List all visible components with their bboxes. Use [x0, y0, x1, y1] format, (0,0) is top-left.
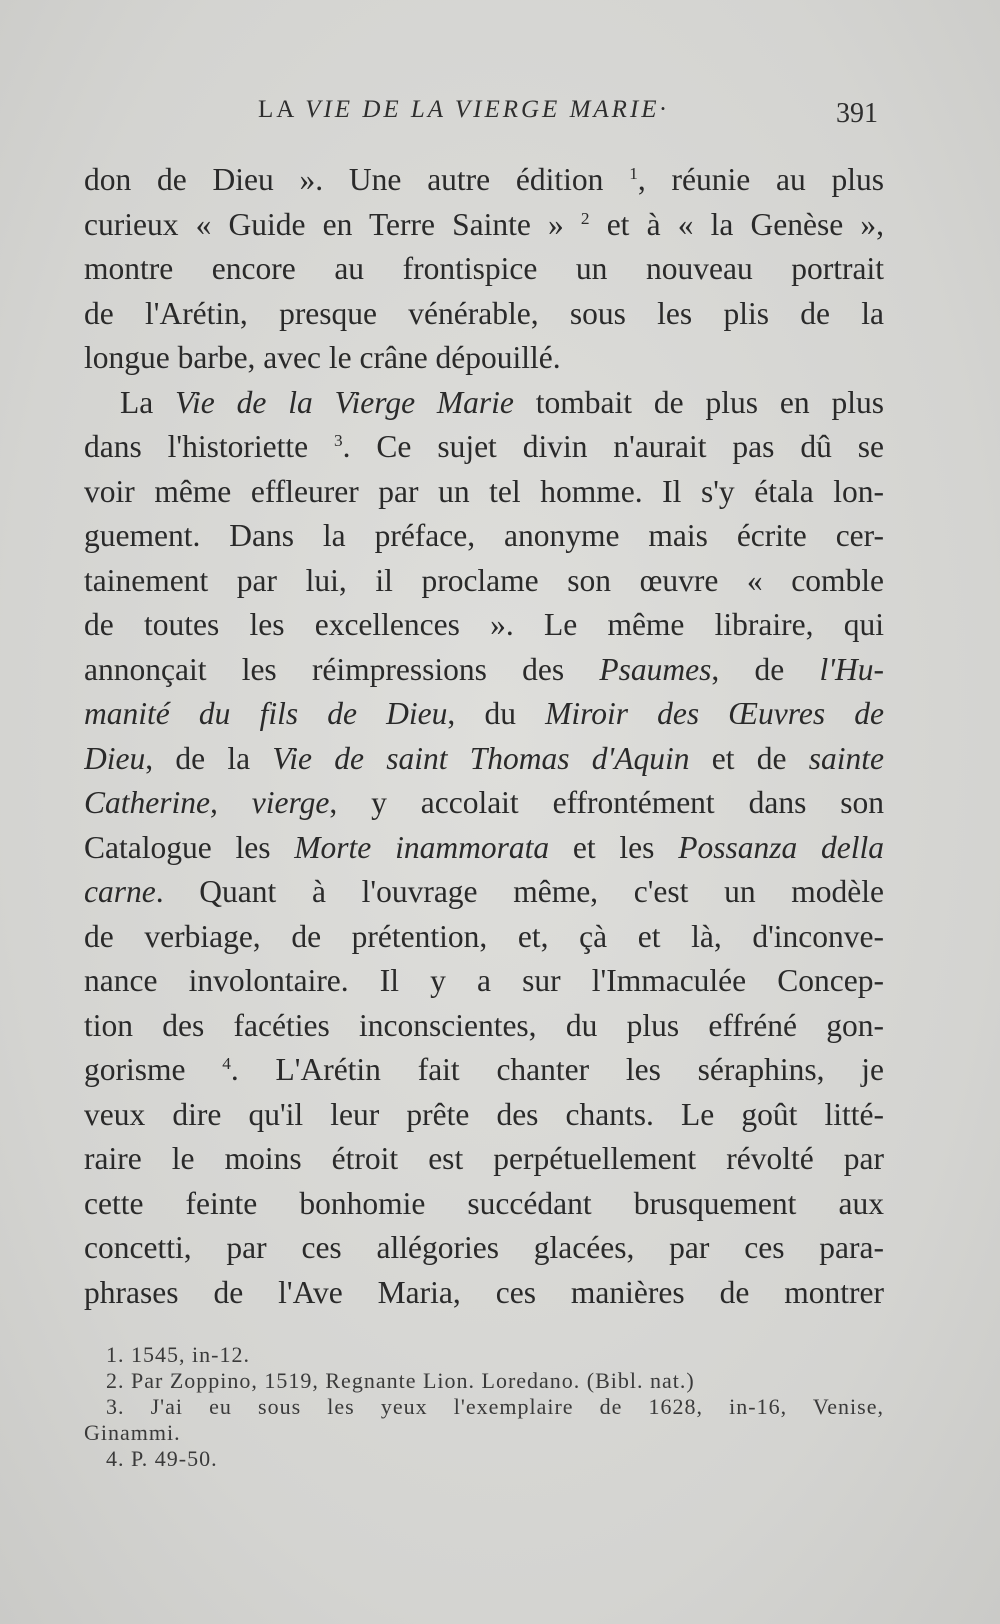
text-line — [84, 203, 884, 248]
text-run: et à « la Genèse », — [589, 206, 884, 242]
text-run: tainement par lui, il proclame son œuvre « comble — [84, 562, 884, 598]
text-run: don de Dieu ». Une autre édition — [84, 162, 630, 197]
text-run: nance involontaire. Il y a sur l'Immaculée Concep- — [84, 963, 884, 998]
italic-text: sainte — [808, 740, 884, 776]
text-line — [84, 292, 884, 337]
text-line — [84, 603, 884, 648]
text-run: , réunie au plus — [637, 162, 884, 197]
text-line — [84, 1182, 884, 1227]
footnote-3: 3. J'ai eu sous les yeux l'exemplaire de 1628, in-16, Venise, — [106, 1394, 884, 1419]
text-run: concetti, par ces allégories glacées, par ces para- — [84, 1230, 884, 1265]
running-head-lead: LA — [258, 96, 296, 123]
text-run: et de — [689, 740, 809, 776]
text-line — [84, 737, 884, 782]
footnote-ref: 2 — [580, 208, 590, 228]
italic-text: Possanza della — [678, 829, 884, 865]
text-run: montre encore au frontispice un nouveau portrait — [84, 251, 884, 286]
italic-text: Catherine, vierge — [84, 785, 330, 820]
text-run: , y accolait effrontément dans son — [329, 785, 884, 820]
text-run: curieux « Guide en Terre Sainte » — [84, 206, 581, 242]
text-line — [84, 915, 884, 960]
text-run: , de la — [145, 740, 273, 776]
text-run: raire le moins étroit est perpétuellement révolté par — [84, 1141, 884, 1176]
text-line — [84, 1226, 884, 1271]
italic-text: carne — [84, 874, 156, 909]
footnote-ref: 1 — [629, 163, 638, 183]
footnote-3-continued: Ginammi. — [84, 1420, 181, 1445]
text-run: La — [120, 384, 176, 420]
text-run: longue barbe, avec le crâne dépouillé. — [84, 340, 561, 375]
text-line — [84, 247, 884, 292]
body-text — [84, 158, 884, 1315]
italic-text: Miroir des Œuvres de — [545, 696, 884, 731]
text-line — [84, 514, 884, 559]
footnote-ref: 4 — [222, 1053, 231, 1073]
text-line — [84, 648, 884, 693]
text-run: de toutes les excellences ». Le même libraire, qui — [84, 607, 884, 642]
footnote-2: 2. Par Zoppino, 1519, Regnante Lion. Loredano. (Bibl. nat.) — [106, 1368, 695, 1393]
italic-text: Morte inammorata — [294, 829, 550, 865]
text-line — [84, 692, 884, 737]
text-run: annonçait les réimpressions des — [84, 651, 600, 687]
page-number: 391 — [836, 98, 878, 129]
text-line — [84, 781, 884, 826]
italic-text: Psaumes — [599, 651, 712, 687]
italic-text: manité du fils de Dieu — [84, 696, 448, 731]
italic-text: Vie de la Vierge Marie — [175, 384, 514, 420]
text-run: . Quant à l'ouvrage même, c'est un modèle — [155, 874, 884, 909]
text-line — [84, 336, 884, 381]
text-line — [84, 1004, 884, 1049]
text-run: tombait de plus en plus — [513, 384, 884, 420]
footnotes — [84, 1342, 884, 1472]
text-line — [84, 158, 884, 203]
running-head-title: VIE DE LA VIERGE MARIE· — [305, 96, 669, 123]
text-run: guement. Dans la préface, anonyme mais écrite cer- — [84, 518, 884, 553]
italic-text: l'Hu- — [819, 651, 884, 687]
text-run: de verbiage, de prétention, et, çà et là, d'inconve- — [84, 918, 884, 954]
text-line — [84, 1048, 884, 1093]
footnote-4: 4. P. 49-50. — [106, 1446, 218, 1471]
text-run: cette feinte bonhomie succédant brusquement aux — [84, 1185, 884, 1221]
text-line — [84, 425, 884, 470]
text-run: veux dire qu'il leur prête des chants. Le goût litté- — [84, 1096, 884, 1132]
text-run: , de — [711, 651, 820, 687]
text-line — [84, 826, 884, 871]
text-run: Catalogue les — [84, 829, 295, 865]
text-line — [84, 559, 884, 604]
text-run: gorisme — [84, 1052, 223, 1087]
text-line — [84, 870, 884, 915]
text-run: et les — [549, 829, 679, 865]
text-line — [84, 470, 884, 515]
text-run: . Ce sujet divin n'aurait pas dû se — [342, 429, 884, 464]
text-line — [84, 1271, 884, 1316]
text-run: , du — [447, 696, 546, 731]
text-line — [84, 1093, 884, 1138]
text-run: de l'Arétin, presque vénérable, sous les plis de la — [84, 295, 884, 331]
italic-text: Vie de saint Thomas d'Aquin — [272, 740, 690, 776]
text-line — [84, 959, 884, 1004]
running-head — [258, 96, 669, 124]
italic-text: Dieu — [84, 740, 146, 776]
text-run: voir même effleurer par un tel homme. Il s'y étala lon- — [84, 473, 884, 509]
text-run: tion des facéties inconscientes, du plus effréné gon- — [84, 1007, 884, 1043]
text-line — [84, 1137, 884, 1182]
text-run: . L'Arétin fait chanter les séraphins, je — [230, 1052, 884, 1087]
text-run: dans l'historiette — [84, 429, 334, 464]
footnote-1: 1. 1545, in-12. — [106, 1342, 250, 1367]
text-line — [84, 381, 884, 426]
footnote-ref: 3 — [333, 430, 343, 450]
text-run: phrases de l'Ave Maria, ces manières de montrer — [84, 1274, 884, 1310]
